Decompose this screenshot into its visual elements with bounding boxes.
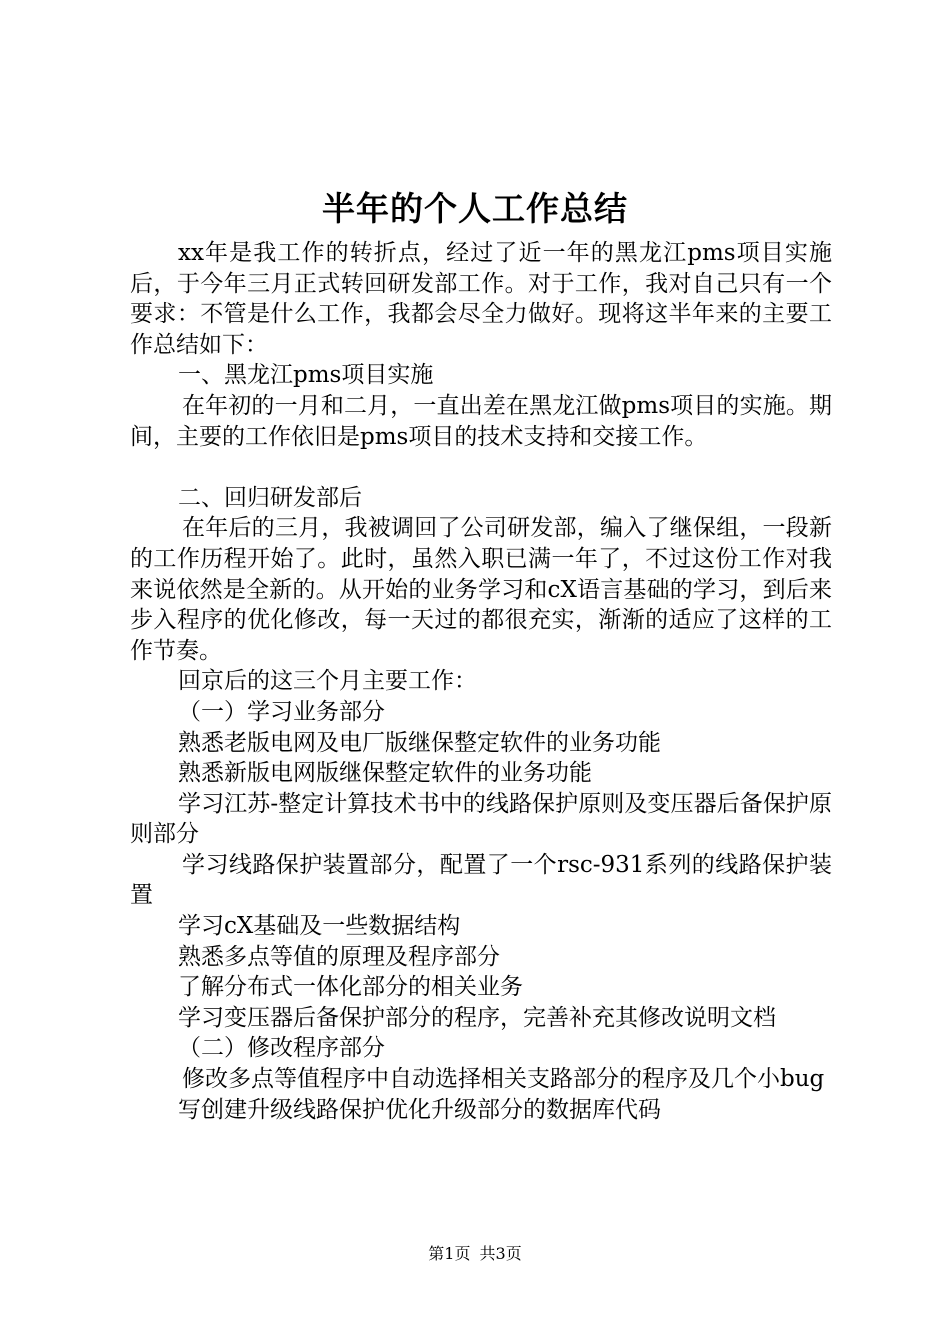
list-item: 写创建升级线路保护优化升级部分的数据库代码 bbox=[178, 1096, 661, 1123]
paragraph-return-rd: 在年后的三月，我被调回了公司研发部，编入了继保组，一段新的工作历程开始了。此时，虽然入职已满一年了，不过这份工作对我来说依然是全新的。从开始的业务学习和cX语言基础的学习，到后来步入程序的优化修改，每一天过的都很充实，渐渐的适应了这样的工作节奏。 bbox=[130, 515, 832, 664]
section-heading-1: 一、黑龙江pms项目实施 bbox=[178, 362, 434, 389]
list-item: 学习变压器后备保护部分的程序，完善补充其修改说明文档 bbox=[178, 1004, 776, 1031]
paragraph-heilongjiang: 在年初的一月和二月，一直出差在黑龙江做pms项目的实施。期间，主要的工作依旧是pms项目的技术支持和交接工作。 bbox=[130, 392, 832, 450]
blank-line bbox=[130, 452, 832, 483]
list-item: 修改多点等值程序中自动选择相关支路部分的程序及几个小bug bbox=[182, 1066, 825, 1093]
paragraph-work-intro: 回京后的这三个月主要工作： bbox=[178, 668, 477, 695]
list-item: 熟悉多点等值的原理及程序部分 bbox=[178, 943, 500, 970]
list-item: 学习cX基础及一些数据结构 bbox=[178, 913, 461, 940]
section-heading-2: 二、回归研发部后 bbox=[178, 484, 362, 511]
list-item: 学习江苏-整定计算技术书中的线路保护原则及变压器后备保护原则部分 bbox=[130, 790, 832, 848]
page-footer bbox=[0, 1243, 950, 1265]
document-title: 半年的个人工作总结 bbox=[322, 189, 628, 228]
page-total: 共3页 bbox=[479, 1244, 522, 1263]
paragraph-intro: xx年是我工作的转折点，经过了近一年的黑龙江pms项目实施后，于今年三月正式转回研发部工作。对于工作，我对自己只有一个要求：不管是什么工作，我都会尽全力做好。现将这半年来的主要工作总结如下： bbox=[130, 240, 832, 358]
subsection-heading-1: （一）学习业务部分 bbox=[178, 698, 385, 725]
list-item: 学习线路保护装置部分，配置了一个rsc-931系列的线路保护装置 bbox=[130, 851, 832, 909]
document-body bbox=[130, 238, 832, 1125]
list-item: 了解分布式一体化部分的相关业务 bbox=[178, 974, 523, 1001]
page-number: 第1页 bbox=[428, 1244, 471, 1263]
subsection-heading-2: （二）修改程序部分 bbox=[178, 1035, 385, 1062]
list-item: 熟悉新版电网版继保整定软件的业务功能 bbox=[178, 760, 592, 787]
list-item: 熟悉老版电网及电厂版继保整定软件的业务功能 bbox=[178, 729, 661, 756]
